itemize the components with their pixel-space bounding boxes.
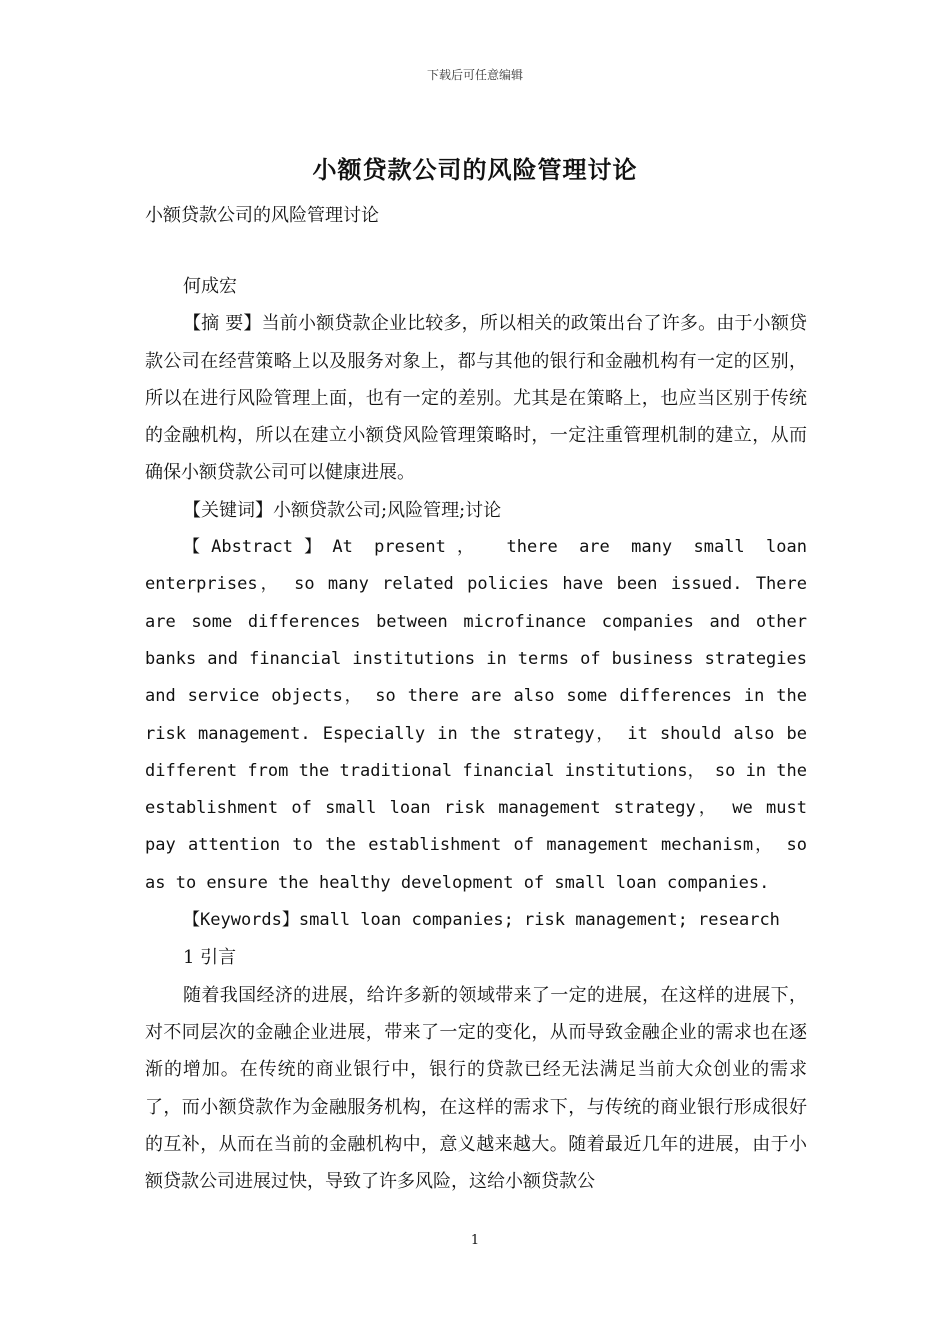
document-body: [145, 268, 807, 1200]
author-name: 何成宏: [183, 276, 237, 297]
document-subtitle: 小额贷款公司的风险管理讨论: [145, 205, 379, 226]
abstract-en: 【Abstract】At present， there are many small loan enterprises， so many related policies have been issued. There are some differences between microfinance companies and other banks and financial institutions in terms of business strategies and service objects， so there are also some differences in the risk management. Especially in the strategy， it should also be different from the traditional financial institutions， so in the establishment of small loan risk management strategy， we must pay attention to the establishment of management mechanism， so as to ensure the healthy development of small loan companies.: [145, 537, 807, 893]
document-title: 小额贷款公司的风险管理讨论: [312, 155, 638, 184]
section-heading: 1 引言: [183, 947, 237, 969]
header-note: 下载后可任意编辑: [426, 68, 523, 82]
abstract-cn: 【摘 要】当前小额贷款企业比较多，所以相关的政策出台了许多。由于小额贷款公司在经营策略上以及服务对象上，都与其他的银行和金融机构有一定的区别，所以在进行风险管理上面，也有一定的差别。尤其是在策略上，也应当区别于传统的金融机构，所以在建立小额贷风险管理策略时，一定注重管理机制的建立，从而确保小额贷款公司可以健康进展。: [145, 313, 807, 484]
intro-paragraph: 随着我国经济的进展，给许多新的领域带来了一定的进展，在这样的进展下，对不同层次的金融企业进展，带来了一定的变化，从而导致金融企业的需求也在逐渐的增加。在传统的商业银行中，银行的贷款已经无法满足当前大众创业的需求了，而小额贷款作为金融服务机构，在这样的需求下，与传统的商业银行形成很好的互补，从而在当前的金融机构中，意义越来越大。随着最近几年的进展，由于小额贷款公司进展过快，导致了许多风险，这给小额贷款公: [145, 984, 807, 1193]
keywords-cn: 【关键词】小额贷款公司;风险管理;讨论: [183, 499, 502, 521]
page-number: 1: [470, 1233, 480, 1248]
keywords-en: 【Keywords】small loan companies; risk management; research: [183, 910, 780, 931]
